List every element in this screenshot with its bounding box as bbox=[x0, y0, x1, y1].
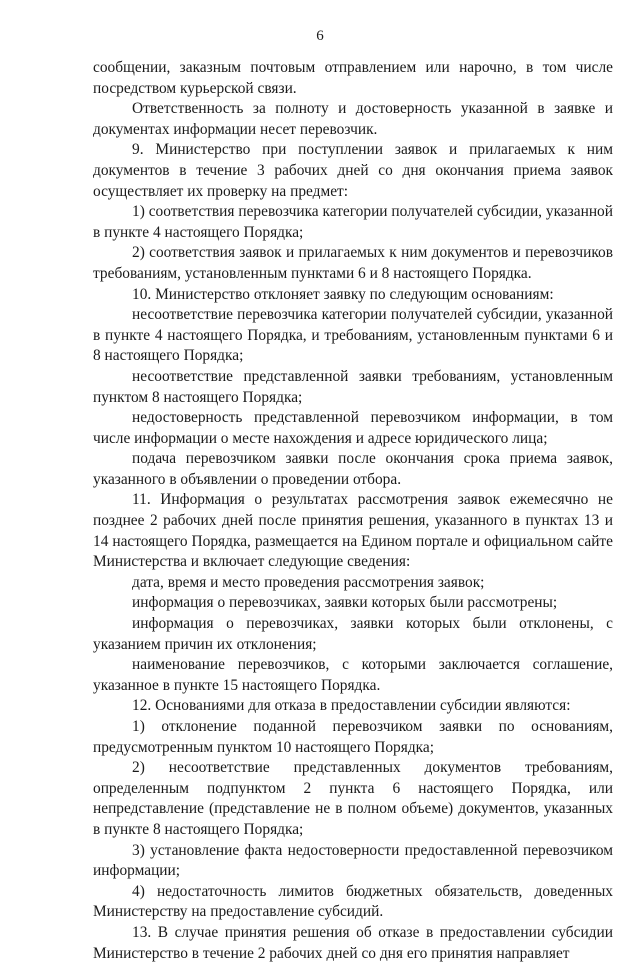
document-body bbox=[93, 58, 613, 964]
paragraph: 12. Основаниями для отказа в предоставлении субсидии являются: bbox=[132, 697, 571, 715]
paragraph: 9. Министерство при поступлении заявок и прилагаемых к ним документов в течение 3 рабочих дней со дня окончания приема заявок осуществляет их проверку на предмет: bbox=[93, 141, 613, 200]
paragraph: несоответствие перевозчика категории получателей субсидии, указанной в пункте 4 настоящего Порядка, и требованиям, установленным пунктами 6 и 8 настоящего Порядка; bbox=[93, 306, 613, 365]
paragraph: несоответствие представленной заявки требованиям, установленным пунктом 8 настоящего Порядка; bbox=[93, 367, 613, 406]
paragraph: недостоверность представленной перевозчиком информации, в том числе информации о месте нахождения и адресе юридического лица; bbox=[93, 409, 613, 447]
paragraph: 11. Информация о результатах рассмотрения заявок ежемесячно не позднее 2 рабочих дней после принятия решения, указанного в пунктах 13 и 14 настоящего Порядка, размещается на Едином портале и официальном сайте Министерства и включает следующие сведения: bbox=[93, 491, 613, 571]
paragraph: сообщении, заказным почтовым отправлением или нарочно, в том числе посредством курьерской связи. bbox=[93, 59, 613, 97]
paragraph: подача перевозчиком заявки после окончания срока приема заявок, указанного в объявлении о проведении отбора. bbox=[93, 450, 613, 488]
paragraph: 3) установление факта недостоверности предоставленной перевозчиком информации; bbox=[93, 841, 613, 880]
paragraph: 2) соответствия заявок и прилагаемых к ним документов и перевозчиков требованиям, установленным пунктами 6 и 8 настоящего Порядка. bbox=[93, 244, 613, 282]
paragraph: 1) соответствия перевозчика категории получателей субсидии, указанной в пункте 4 настоящего Порядка; bbox=[93, 203, 613, 241]
paragraph: Ответственность за полноту и достоверность указанной в заявке и документах информации несет перевозчик. bbox=[93, 100, 613, 138]
page-number: 6 bbox=[316, 28, 324, 44]
paragraph: дата, время и место проведения рассмотрения заявок; bbox=[132, 573, 485, 591]
paragraph: 10. Министерство отклоняет заявку по следующим основаниям: bbox=[132, 285, 554, 303]
paragraph: 1) отклонение поданной перевозчиком заявки по основаниям, предусмотренным пунктом 10 настоящего Порядка; bbox=[93, 718, 613, 756]
paragraph: наименование перевозчиков, с которыми заключается соглашение, указанное в пункте 15 настоящего Порядка. bbox=[93, 656, 613, 694]
paragraph: 2) несоответствие представленных документов требованиям, определенным подпунктом 2 пункта 6 настоящего Порядка, или непредставление (представление не в полном объеме) документов, указанных в пункте 8 настоящего Порядка; bbox=[93, 759, 613, 838]
paragraph: информация о перевозчиках, заявки которых были рассмотрены; bbox=[132, 594, 558, 612]
paragraph: информация о перевозчиках, заявки которых были отклонены, с указанием причин их отклонения; bbox=[93, 615, 613, 653]
paragraph: 4) недостаточность лимитов бюджетных обязательств, доведенных Министерству на предоставление субсидий. bbox=[93, 882, 613, 921]
paragraph: 13. В случае принятия решения об отказе в предоставлении субсидии Министерство в течение 2 рабочих дней со дня его принятия направляет bbox=[93, 923, 613, 962]
